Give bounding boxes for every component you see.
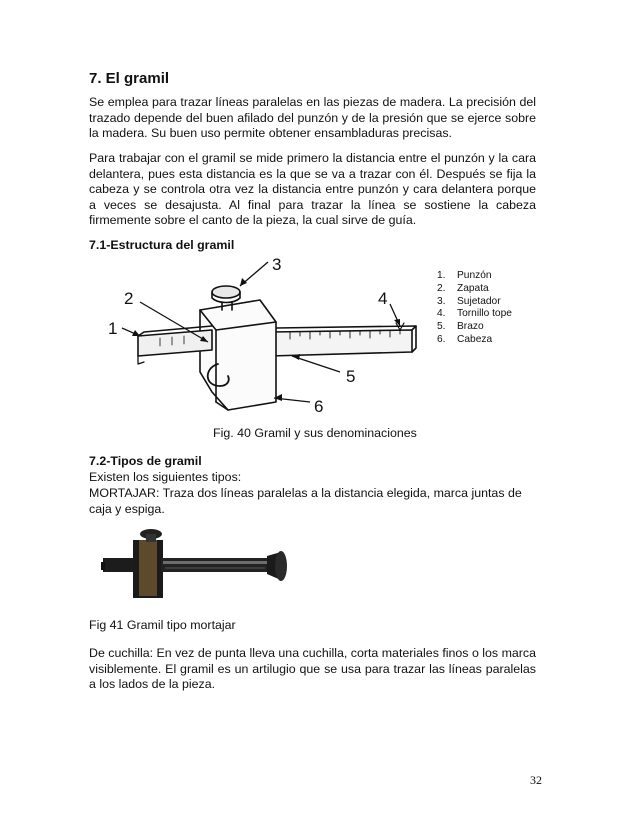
callout-6: 6 [314, 397, 324, 416]
figure-40-caption: Fig. 40 Gramil y sus denominaciones [213, 426, 417, 440]
legend-item: 5. Brazo [437, 321, 484, 333]
legend-item: 6. Cabeza [437, 333, 493, 345]
types-intro: Existen los siguientes tipos: [89, 470, 242, 484]
intro-text-2: Para trabajar con el gramil se mide primero la distancia entre el punzón y la cara delantera, pues esta distancia es la que se va a trazar con él. Después se fija la cabeza y se controla otra vez la distancia entre punzón y cara delantera porque a veces se desajusta. Al final para trazar la línea se sostiene la cabeza firmemente sobre el canto de la pieza, la cual sirve de guía. [89, 151, 536, 228]
legend-item: 3. Sujetador [437, 295, 501, 307]
parts-legend [437, 270, 512, 347]
legend-item: 2. Zapata [437, 282, 489, 294]
callout-4: 4 [378, 289, 388, 308]
structure-heading: 7.1-Estructura del gramil [89, 238, 235, 252]
section-title: 7. El gramil [89, 70, 170, 87]
figure-41-caption: Fig 41 Gramil tipo mortajar [89, 618, 236, 632]
callout-5: 5 [346, 367, 356, 386]
mortajar-description: MORTAJAR: Traza dos líneas paralelas a la distancia elegida, marca juntas de caja y espiga. [89, 486, 522, 516]
types-heading: 7.2-Tipos de gramil [89, 454, 202, 468]
callout-1: 1 [108, 319, 118, 338]
legend-item: 4. Tornillo tope [437, 308, 512, 320]
callout-3: 3 [272, 255, 282, 274]
cuchilla-description: De cuchilla: En vez de punta lleva una cuchilla, corta materiales finos o los marca visiblemente. El gramil es un artilugio que se usa para trazar las líneas paralelas a los lados de la pieza. [89, 646, 536, 692]
page-number: 32 [530, 773, 542, 787]
marking-gauge-diagram [100, 252, 430, 422]
legend-item: 1. Punzón [437, 270, 492, 281]
callout-2: 2 [124, 289, 134, 308]
intro-text-1: Se emplea para trazar líneas paralelas en las piezas de madera. La precisión del trazado depende del buen afilado del punzón y de la presión que se ejerce sobre la madera. Su buen uso permite obtener ensambladuras precisas. [89, 95, 536, 141]
mortise-gauge-image [95, 524, 305, 600]
intro-paragraph-2 [89, 151, 536, 229]
intro-paragraph-1 [89, 95, 536, 142]
